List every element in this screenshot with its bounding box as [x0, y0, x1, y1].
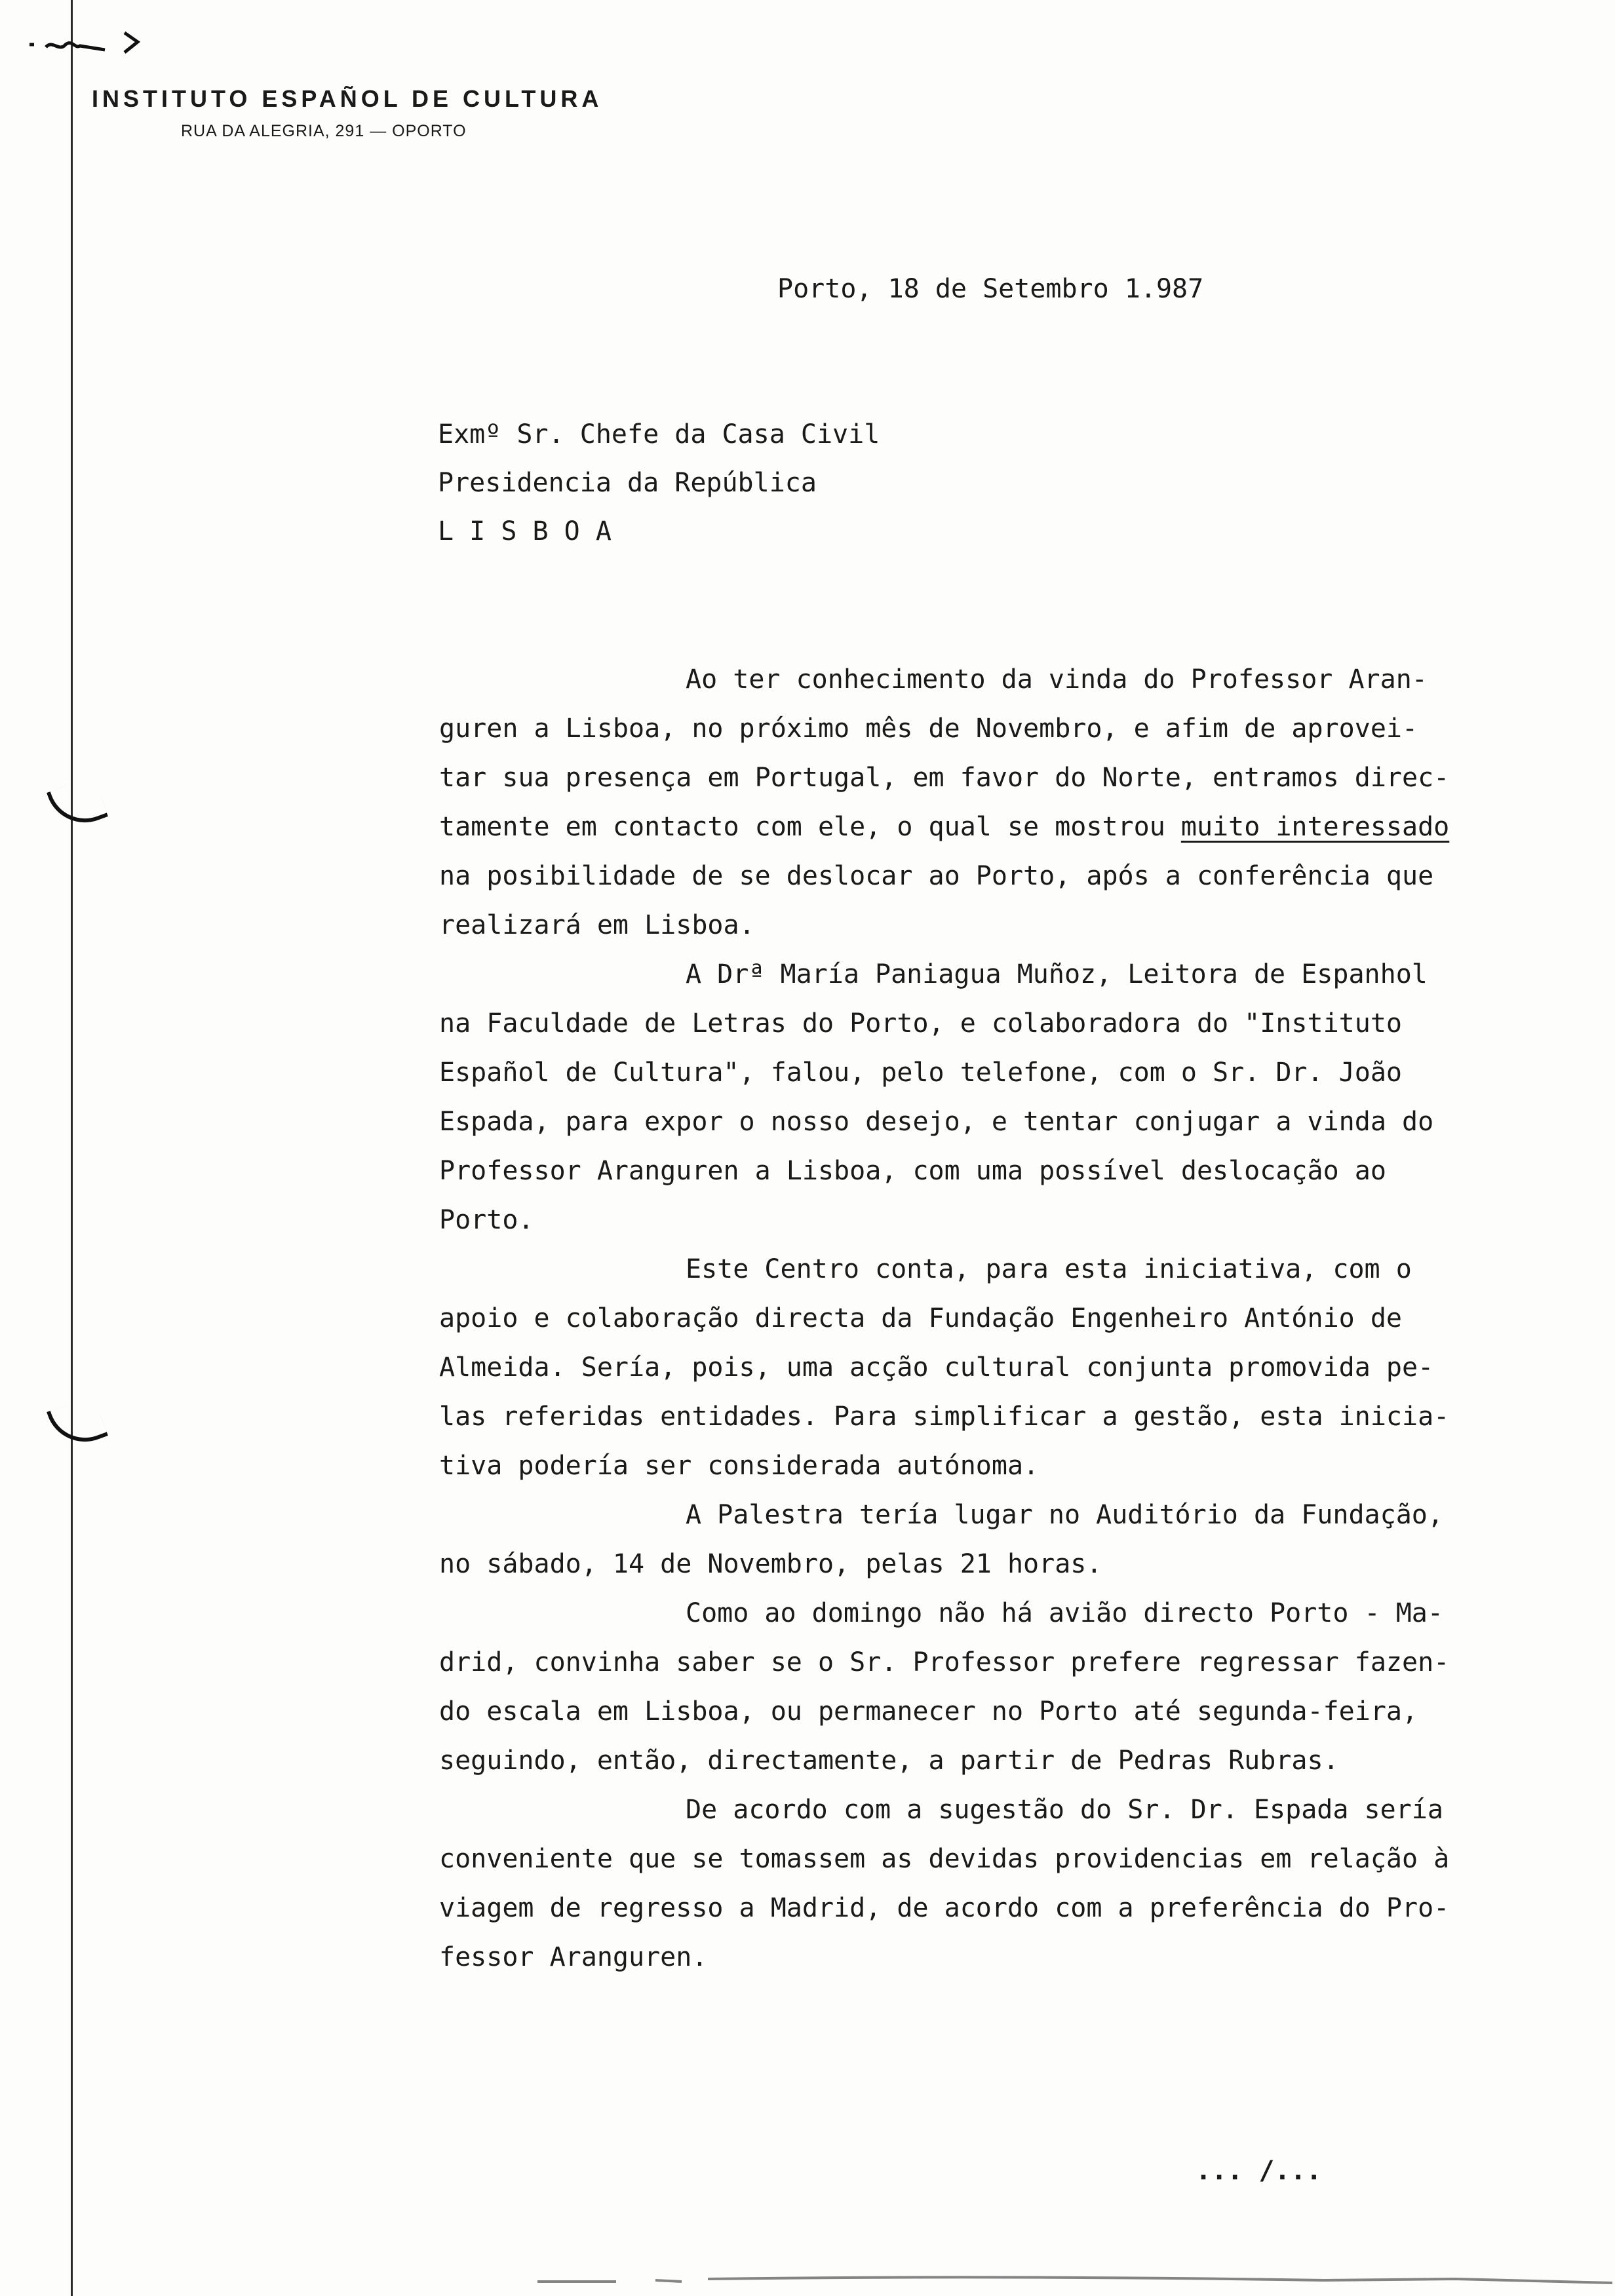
- body-line: no sábado, 14 de Novembro, pelas 21 horas.: [439, 1549, 1102, 1579]
- letterhead-institution: INSTITUTO ESPAÑOL DE CULTURA: [92, 85, 603, 112]
- corner-scribble-mark: [26, 20, 157, 59]
- body-line: na Faculdade de Letras do Porto, e colaboradora do "Instituto: [439, 1008, 1403, 1039]
- body-line: las referidas entidades. Para simplificar a gestão, esta inicia-: [439, 1402, 1450, 1432]
- page-continuation-mark: ... /...: [1196, 2156, 1322, 2186]
- body-line: [439, 811, 1449, 843]
- body-line: Porto.: [439, 1205, 534, 1235]
- margin-line: [71, 0, 73, 2296]
- body-line: Almeida. Sería, pois, uma acção cultural conjunta promovida pe-: [439, 1352, 1434, 1383]
- recipient-line: Exmº Sr. Chefe da Casa Civil: [438, 419, 880, 450]
- body-line: fessor Aranguren.: [439, 1942, 708, 1972]
- body-line: guren a Lisboa, no próximo mês de Novembro, e afim de aprovei-: [439, 714, 1418, 744]
- body-line: do escala em Lisboa, ou permanecer no Porto até segunda-feira,: [439, 1696, 1418, 1727]
- recipient-block: [438, 410, 880, 556]
- body-text: tamente em contacto com ele, o qual se mostrou: [439, 812, 1181, 842]
- body-line: drid, convinha saber se o Sr. Professor prefere regressar fazen-: [439, 1647, 1450, 1677]
- body-line: na posibilidade de se deslocar ao Porto, após a conferência que: [439, 861, 1434, 891]
- body-line: A Drª María Paniagua Muñoz, Leitora de Espanhol: [686, 959, 1428, 989]
- body-line: Ao ter conhecimento da vinda do Professor Aran-: [686, 664, 1428, 695]
- body-line: tiva podería ser considerada autónoma.: [439, 1451, 1040, 1481]
- punch-hole-mark: [47, 1395, 108, 1453]
- letter-date: Porto, 18 de Setembro 1.987: [777, 274, 1204, 304]
- body-line: Este Centro conta, para esta iniciativa, com o: [686, 1254, 1412, 1284]
- punch-hole-mark: [47, 776, 108, 833]
- body-line: Espada, para expor o nosso desejo, e tentar conjugar a vinda do: [439, 1107, 1434, 1137]
- letterhead-address: RUA DA ALEGRIA, 291 — OPORTO: [181, 122, 467, 140]
- underlined-phrase: muito interessado: [1180, 812, 1450, 842]
- scan-edge-smudge: [537, 2274, 1612, 2287]
- body-line: De acordo com a sugestão do Sr. Dr. Espada sería: [686, 1795, 1443, 1825]
- body-line: apoio e colaboração directa da Fundação Engenheiro António de: [439, 1303, 1403, 1333]
- body-line: seguindo, então, directamente, a partir de Pedras Rubras.: [439, 1746, 1339, 1776]
- body-line: Español de Cultura", falou, pelo telefone, com o Sr. Dr. João: [439, 1058, 1403, 1088]
- recipient-line: Presidencia da República: [438, 468, 817, 498]
- body-line: tar sua presença em Portugal, em favor do Norte, entramos direc-: [439, 763, 1450, 793]
- body-line: conveniente que se tomassem as devidas providencias em relação à: [439, 1844, 1450, 1874]
- body-line: Professor Aranguren a Lisboa, com uma possível deslocação ao: [439, 1156, 1386, 1186]
- body-line: viagem de regresso a Madrid, de acordo com a preferência do Pro-: [439, 1893, 1450, 1923]
- body-line: A Palestra tería lugar no Auditório da Fundação,: [686, 1500, 1443, 1530]
- body-line: realizará em Lisboa.: [439, 910, 755, 940]
- body-line: Como ao domingo não há avião directo Porto - Ma-: [686, 1598, 1443, 1628]
- recipient-line: L I S B O A: [438, 516, 612, 546]
